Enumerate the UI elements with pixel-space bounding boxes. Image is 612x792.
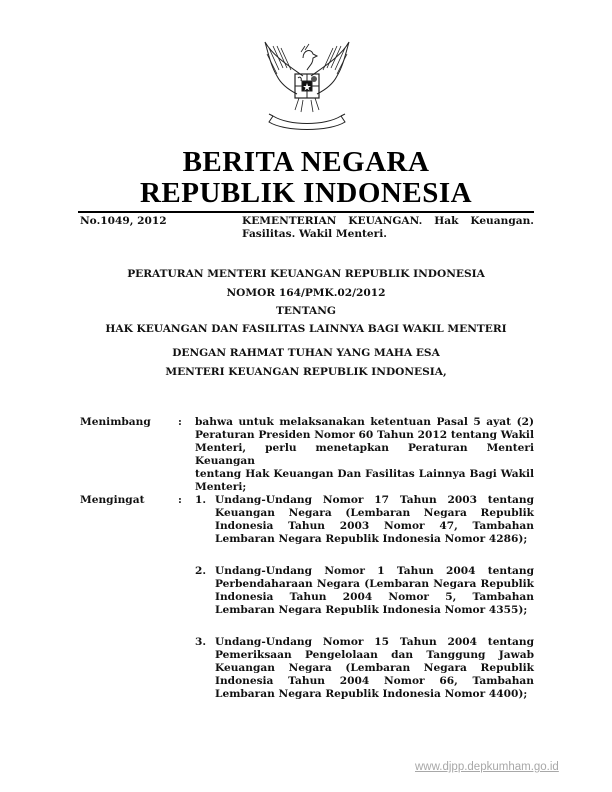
invocation: DENGAN RAHMAT TUHAN YANG MAHA ESA: [172, 347, 440, 359]
item-number: 1.: [195, 494, 207, 506]
item-line: Pemeriksaan Pengelolaan dan Tanggung Jawab: [215, 649, 534, 661]
footer-website-link[interactable]: www.djpp.depkumham.go.id: [415, 761, 559, 773]
ministry-subject: [242, 215, 534, 241]
item-text: [215, 565, 534, 617]
menimbang-body: [195, 416, 534, 494]
header-rule-divider: [78, 211, 534, 213]
regulation-title: PERATURAN MENTERI KEUANGAN REPUBLIK INDONESIA: [127, 268, 485, 280]
masthead-title-line1: BERITA NEGARA: [182, 146, 430, 178]
mengingat-section: [80, 494, 534, 724]
menimbang-colon: :: [178, 416, 182, 428]
gazette-number: No.1049, 2012: [80, 215, 167, 227]
masthead-title-line2: REPUBLIK INDONESIA: [139, 177, 473, 209]
menimbang-line: Peraturan Presiden Nomor 60 Tahun 2012 tentang Wakil: [195, 429, 534, 441]
item-line: Indonesia Tahun 2004 Nomor 5, Tambahan: [215, 591, 534, 603]
mengingat-colon: :: [178, 494, 182, 506]
issuer: MENTERI KEUANGAN REPUBLIK INDONESIA,: [165, 366, 447, 378]
menimbang-line: Menteri;: [195, 481, 247, 493]
mengingat-label: Mengingat: [80, 494, 145, 506]
item-line: Indonesia Tahun 2004 Nomor 66, Tambahan: [215, 675, 534, 687]
menimbang-line: Menteri, perlu menetapkan Peraturan Menteri Keuangan: [195, 442, 534, 467]
item-text: [215, 636, 534, 701]
item-line: Lembaran Negara Republik Indonesia Nomor 4355);: [215, 604, 528, 616]
item-line: Indonesia Tahun 2003 Nomor 47, Tambahan: [215, 520, 534, 532]
item-line: Undang-Undang Nomor 1 Tahun 2004 tentang: [215, 565, 534, 577]
ministry-subject-line1: KEMENTERIAN KEUANGAN. Hak Keuangan.: [242, 215, 534, 227]
menimbang-line: bahwa untuk melaksanakan ketentuan Pasal 5 ayat (2): [195, 416, 534, 428]
ministry-subject-line2: Fasilitas. Wakil Menteri.: [242, 228, 387, 240]
item-line: Perbendaharaan Negara (Lembaran Negara Republik: [215, 578, 534, 590]
item-number: 3.: [195, 636, 207, 648]
regulation-subject: HAK KEUANGAN DAN FASILITAS LAINNYA BAGI WAKIL MENTERI: [105, 323, 507, 335]
menimbang-line: tentang Hak Keuangan Dan Fasilitas Lainnya Bagi Wakil: [195, 468, 534, 480]
menimbang-section: [80, 416, 534, 493]
item-line: Keuangan Negara (Lembaran Negara Republik: [215, 662, 534, 674]
garuda-emblem-icon: [259, 36, 355, 136]
item-line: Undang-Undang Nomor 15 Tahun 2004 tentang: [215, 636, 534, 648]
item-line: Keuangan Negara (Lembaran Negara Republik: [215, 507, 534, 519]
item-text: [215, 494, 534, 546]
regulation-about-label: TENTANG: [276, 305, 336, 317]
item-line: Undang-Undang Nomor 17 Tahun 2003 tentang: [215, 494, 534, 506]
item-number: 2.: [195, 565, 207, 577]
regulation-number: NOMOR 164/PMK.02/2012: [226, 287, 386, 299]
item-line: Lembaran Negara Republik Indonesia Nomor 4400);: [215, 688, 528, 700]
menimbang-label: Menimbang: [80, 416, 151, 428]
item-line: Lembaran Negara Republik Indonesia Nomor 4286);: [215, 533, 528, 545]
